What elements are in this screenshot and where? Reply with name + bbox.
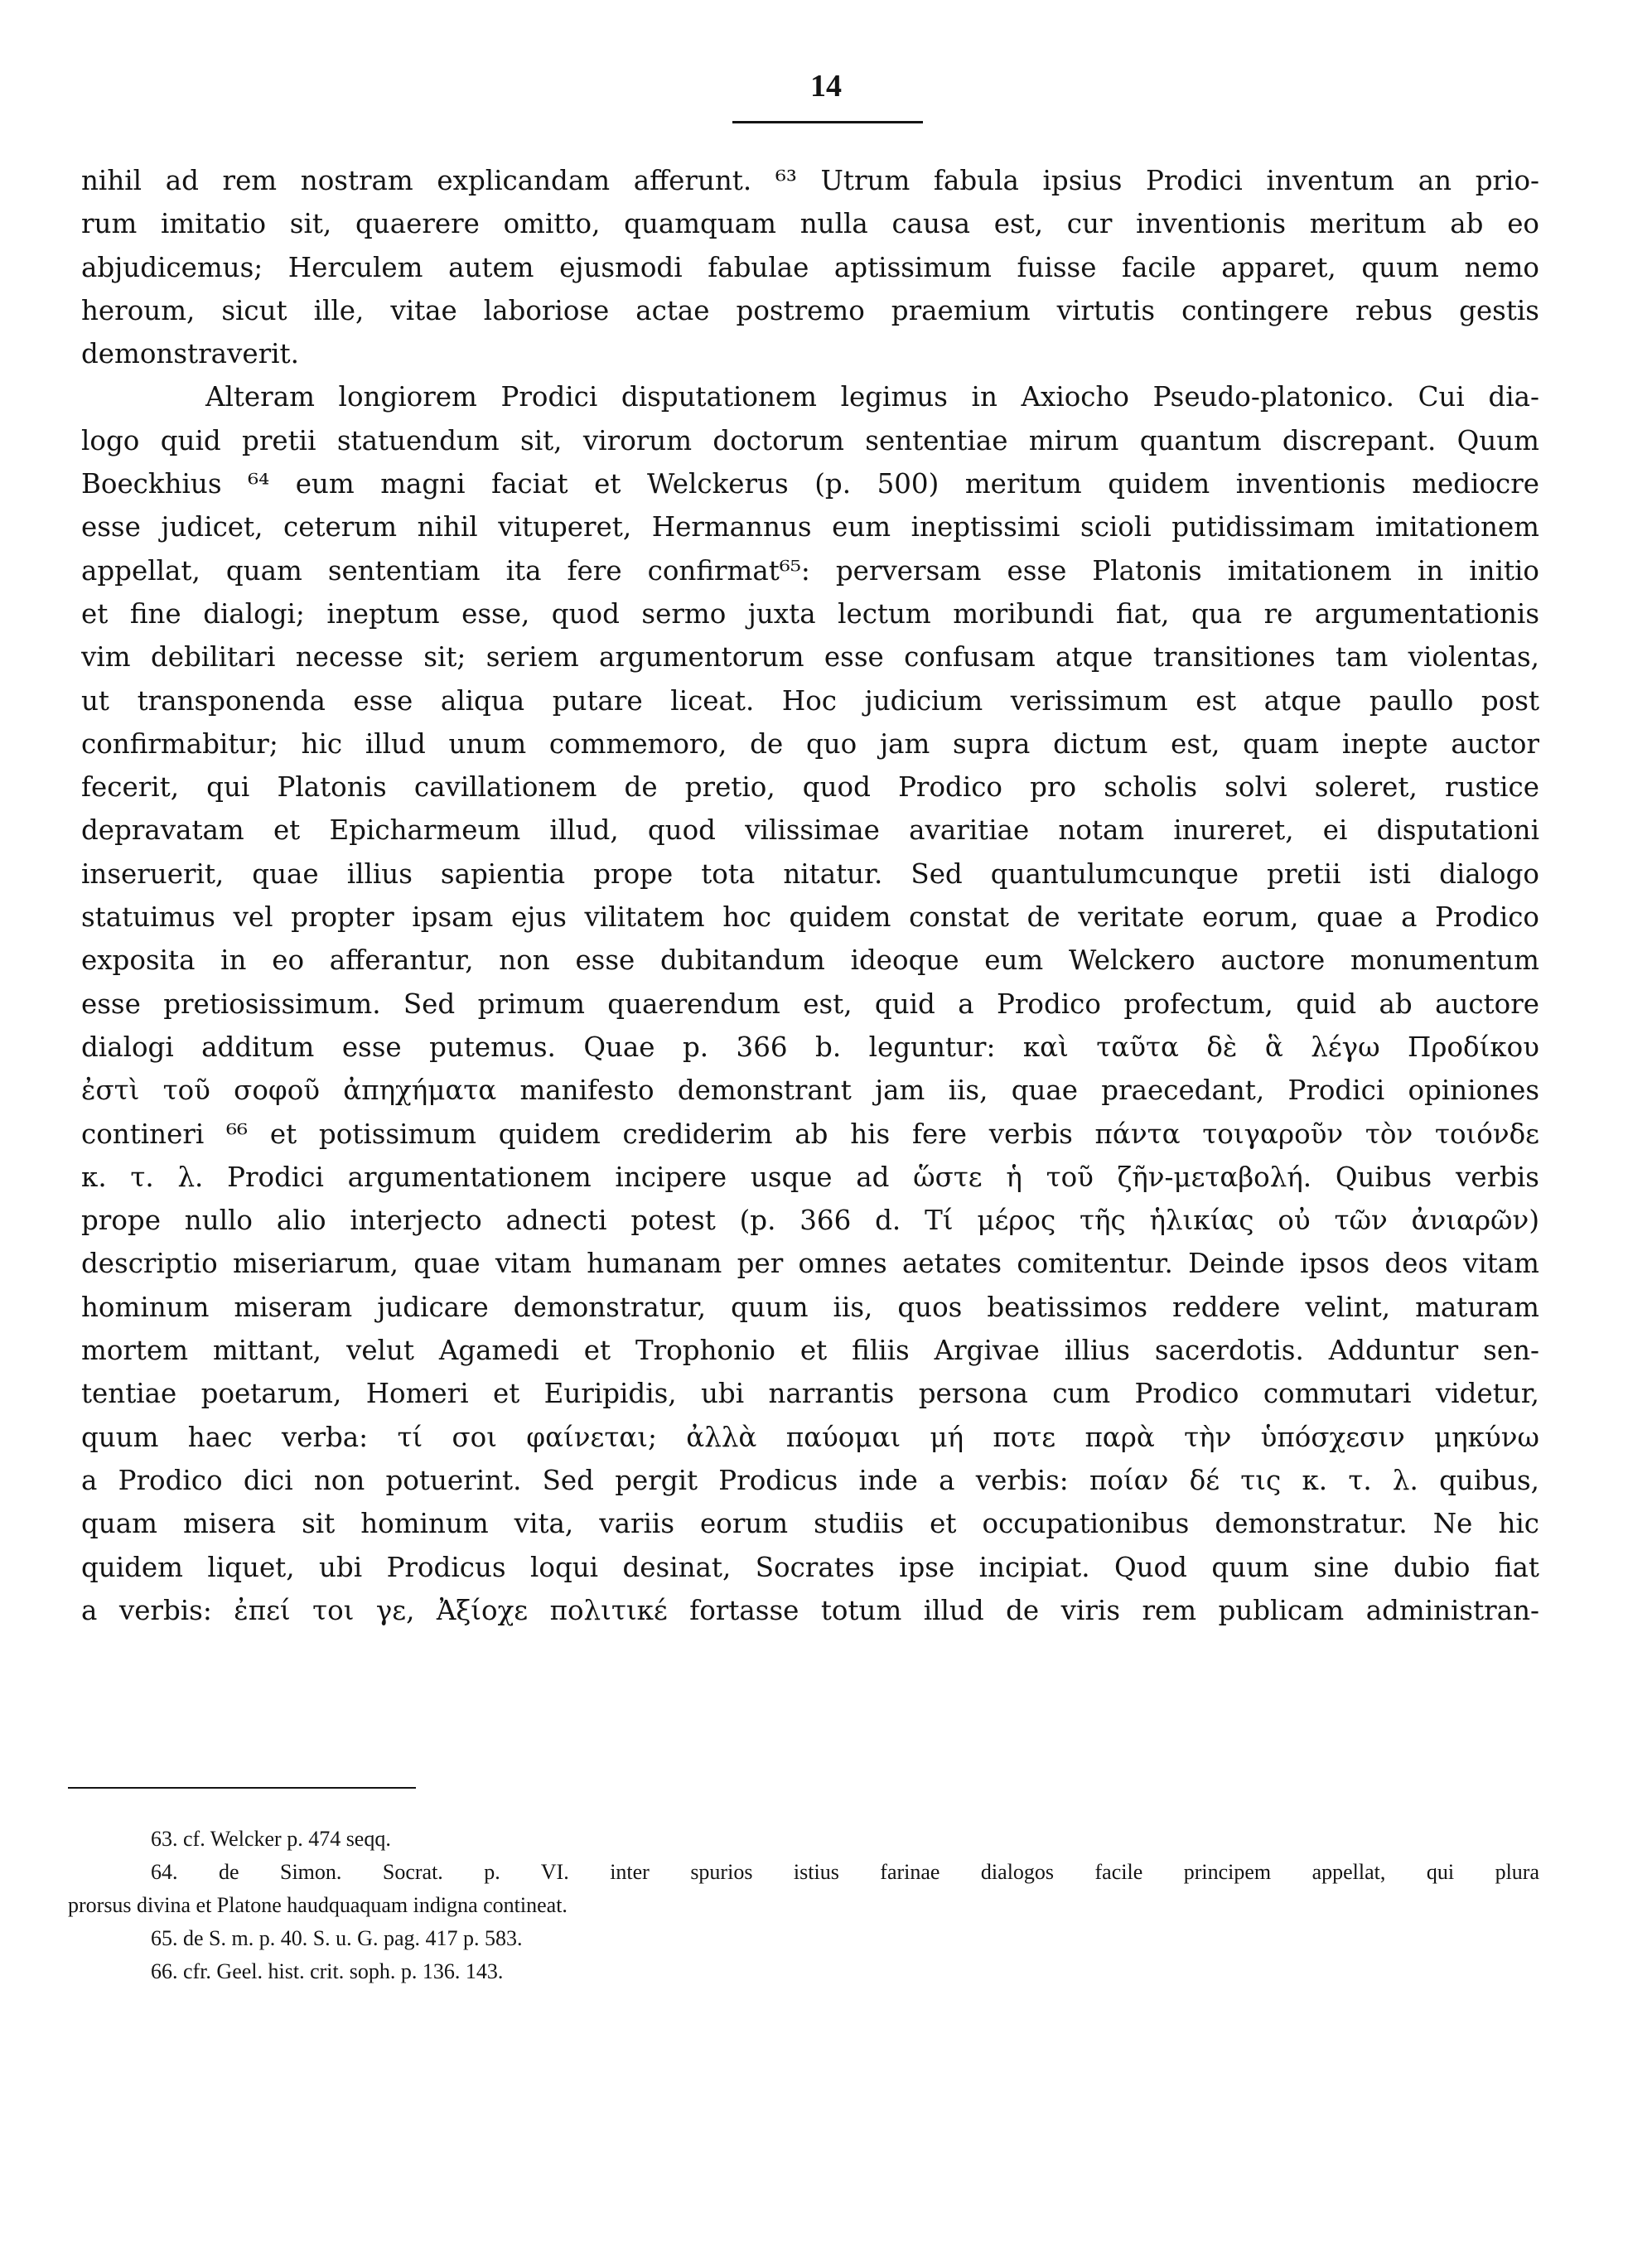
- footnote-64: 64. de Simon. Socrat. p. VI. inter spurios istius farinae dialogos facile principem appellat, qui plura: [151, 1860, 1539, 1884]
- text-line: a Prodico dici non potuerint. Sed pergit Prodicus inde a verbis: ποίαν δέ τις κ. τ. λ. quibus,: [81, 1464, 1539, 1496]
- footnotes: [68, 1823, 1539, 1988]
- text-line: abjudicemus; Herculem autem ejusmodi fabulae aptissimum fuisse facile apparet, quum nemo: [81, 251, 1539, 283]
- text-line: fecerit, qui Platonis cavillationem de pretio, quod Prodico pro scholis solvi soleret, rustice: [81, 771, 1539, 804]
- header-rule: [732, 121, 923, 123]
- footnote-rule: [68, 1787, 416, 1789]
- text-line: a verbis: ἐπεί τοι γε, Ἀξίοχε πολιτικέ fortasse totum illud de viris rem publicam administran-: [81, 1594, 1539, 1626]
- text-line: vim debilitari necesse sit; seriem argumentorum esse confusam atque transitiones tam violentas,: [81, 641, 1539, 674]
- text-line: tentiae poetarum, Homeri et Euripidis, ubi narrantis persona cum Prodico commutari videtur,: [81, 1378, 1539, 1410]
- text-line: quam misera sit hominum vita, variis eorum studiis et occupationibus demonstratur. Ne hic: [81, 1508, 1539, 1540]
- footnote-66: 66. cfr. Geel. hist. crit. soph. p. 136. 143.: [151, 1959, 504, 1983]
- text-line: hominum miseram judicare demonstratur, quum iis, quos beatissimos reddere velint, maturam: [81, 1291, 1539, 1323]
- text-line: κ. τ. λ. Prodici argumentationem incipere usque ad ὥστε ἡ τοῦ ζῆν-μεταβολή. Quibus verbis: [81, 1161, 1539, 1193]
- text-line: appellat, quam sententiam ita fere confirmat⁶⁵: perversam esse Platonis imitationem in initio: [81, 554, 1539, 587]
- text-line: descriptio miseriarum, quae vitam humanam per omnes aetates comitentur. Deinde ipsos deos vitam: [81, 1248, 1539, 1280]
- text-line: esse judicet, ceterum nihil vituperet, Hermannus eum ineptissimi scioli putidissimam imitationem: [81, 511, 1539, 543]
- text-line: et fine dialogi; ineptum esse, quod sermo juxta lectum moribundi fiat, qua re argumentationis: [81, 597, 1539, 630]
- text-line: inseruerit, quae illius sapientia prope tota nitatur. Sed quantulumcunque pretii isti dialogo: [81, 857, 1539, 890]
- text-line: ut transponenda esse aliqua putare liceat. Hoc judicium verissimum est atque paullo post: [81, 684, 1539, 717]
- body-text: [81, 159, 1539, 1632]
- text-line: mortem mittant, velut Agamedi et Trophonio et filiis Argivae illius sacerdotis. Adduntur sen-: [81, 1335, 1539, 1367]
- text-line: heroum, sicut ille, vitae laboriose actae postremo praemium virtutis contingere rebus gestis: [81, 294, 1539, 326]
- text-line: exposita in eo afferantur, non esse dubitandum ideoque eum Welckero auctore monumentum: [81, 944, 1539, 977]
- text-line: ἐστὶ τοῦ σοφοῦ ἀπηχήματα manifesto demonstrant jam iis, quae praecedant, Prodici opiniones: [81, 1075, 1539, 1107]
- text-line: Boeckhius ⁶⁴ eum magni faciat et Welckerus (p. 500) meritum quidem inventionis mediocre: [81, 468, 1539, 500]
- page-number: 14: [810, 69, 842, 104]
- text-line: rum imitatio sit, quaerere omitto, quamquam nulla causa est, cur inventionis meritum ab eo: [81, 208, 1539, 240]
- text-line: prope nullo alio interjecto adnecti potest (p. 366 d. Τί μέρος τῆς ἡλικίας οὐ τῶν ἀνιαρῶν): [81, 1205, 1539, 1237]
- text-line: depravatam et Epicharmeum illud, quod vilissimae avaritiae notam inureret, ei disputationi: [81, 814, 1539, 847]
- text-line: esse pretiosissimum. Sed primum quaerendum est, quid a Prodico profectum, quid ab auctore: [81, 988, 1539, 1020]
- text-line: quum haec verba: τί σοι φαίνεται; ἀλλὰ παύομαι μή ποτε παρὰ τὴν ὑπόσχεσιν μηκύνω: [81, 1421, 1539, 1453]
- text-line: demonstraverit.: [81, 338, 299, 370]
- text-line: nihil ad rem nostram explicandam afferunt. ⁶³ Utrum fabula ipsius Prodici inventum an prio-: [81, 165, 1539, 196]
- text-line: logo quid pretii statuendum sit, virorum doctorum sententiae mirum quantum discrepant. Quum: [81, 424, 1539, 456]
- text-line: quidem liquet, ubi Prodicus loqui desinat, Socrates ipse incipiat. Quod quum sine dubio fiat: [81, 1551, 1539, 1583]
- text-line: Alteram longiorem Prodici disputationem legimus in Axiocho Pseudo-platonico. Cui dia-: [205, 381, 1539, 413]
- footnote-65: 65. de S. m. p. 40. S. u. G. pag. 417 p. 583.: [151, 1926, 523, 1950]
- text-line: dialogi additum esse putemus. Quae p. 366 b. leguntur: καὶ ταῦτα δὲ ἃ λέγω Προδίκου: [81, 1031, 1539, 1063]
- text-line: statuimus vel propter ipsam ejus vilitatem hoc quidem constat de veritate eorum, quae a Prodico: [81, 901, 1539, 934]
- text-line: confirmabitur; hic illud unum commemoro, de quo jam supra dictum est, quam inepte auctor: [81, 727, 1539, 760]
- footnote-64-continued: prorsus divina et Platone haudquaquam indigna contineat.: [68, 1893, 568, 1917]
- footnote-63: 63. cf. Welcker p. 474 seqq.: [151, 1827, 391, 1851]
- text-line: contineri ⁶⁶ et potissimum quidem crediderim ab his fere verbis πάντα τοιγαροῦν τὸν τοιόνδε: [81, 1118, 1539, 1150]
